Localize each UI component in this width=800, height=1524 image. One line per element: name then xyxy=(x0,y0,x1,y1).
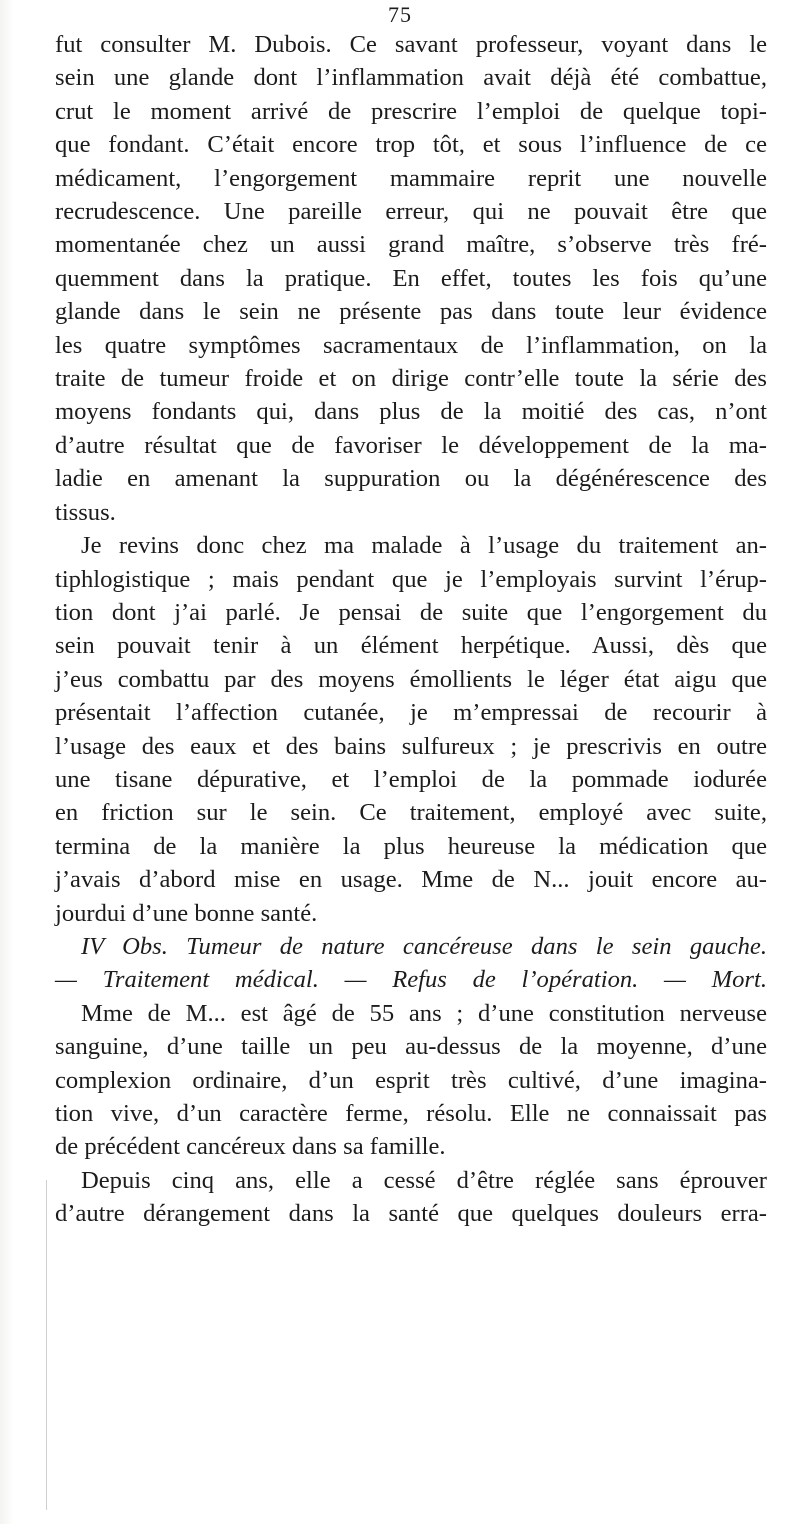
text-line: complexion ordinaire, d’un esprit très cultivé, d’une imagina- xyxy=(55,1066,767,1094)
text-line: jourdui d’une bonne santé. xyxy=(55,899,318,927)
text-line: sanguine, d’une taille un peu au-dessus de la moyenne, d’une xyxy=(55,1033,767,1061)
text-line: que fondant. C’était encore trop tôt, et sous l’influence de ce xyxy=(55,131,767,159)
text-line: les quatre symptômes sacramentaux de l’inflammation, on la xyxy=(55,331,767,359)
page-edge-shadow xyxy=(46,1180,47,1510)
body-text xyxy=(55,28,767,1231)
text-line: fut consulter M. Dubois. Ce savant professeur, voyant dans le xyxy=(55,31,767,58)
paragraph-4 xyxy=(55,1164,767,1231)
text-line: tion dont j’ai parlé. Je pensai de suite que l’engorgement du xyxy=(55,598,767,626)
text-line: traite de tumeur froide et on dirige contr’elle toute la série des xyxy=(55,365,767,393)
text-line: ladie en amenant la suppuration ou la dégénérescence des xyxy=(55,465,767,493)
text-line: Je revins donc chez ma malade à l’usage du traitement an- xyxy=(81,532,767,560)
text-line: présentait l’affection cutanée, je m’empressai de recourir à xyxy=(55,699,767,727)
text-line: momentanée chez un aussi grand maître, s’observe très fré- xyxy=(55,231,767,259)
text-line: en friction sur le sein. Ce traitement, employé avec suite, xyxy=(55,799,767,827)
text-line: tiphlogistique ; mais pendant que je l’employais survint l’érup- xyxy=(55,565,767,593)
text-line: d’autre dérangement dans la santé que quelques douleurs erra- xyxy=(55,1200,767,1228)
text-line: quemment dans la pratique. En effet, toutes les fois qu’une xyxy=(55,264,767,292)
text-line: de précédent cancéreux dans sa famille. xyxy=(55,1133,446,1161)
text-line: Depuis cinq ans, elle a cessé d’être réglée sans éprouver xyxy=(81,1166,767,1194)
page-number: 75 xyxy=(388,2,412,27)
text-line: médicament, l’engorgement mammaire reprit une nouvelle xyxy=(55,164,767,192)
paragraph-1 xyxy=(55,28,767,529)
text-line: moyens fondants qui, dans plus de la moitié des cas, n’ont xyxy=(55,398,767,426)
text-line: Mme de M... est âgé de 55 ans ; d’une constitution nerveuse xyxy=(81,999,767,1027)
paragraph-2 xyxy=(55,529,767,930)
text-line: j’avais d’abord mise en usage. Mme de N... jouit encore au- xyxy=(55,866,767,894)
observation-heading xyxy=(55,930,767,997)
text-line: glande dans le sein ne présente pas dans toute leur évidence xyxy=(55,298,767,326)
text-line: d’autre résultat que de favoriser le développement de la ma- xyxy=(55,431,767,459)
text-line: tion vive, d’un caractère ferme, résolu. Elle ne connaissait pas xyxy=(55,1100,767,1127)
text-line: crut le moment arrivé de prescrire l’emploi de quelque topi- xyxy=(55,97,767,125)
heading-line: IV Obs. Tumeur de nature cancéreuse dans le sein gauche. xyxy=(81,932,767,960)
text-line: tissus. xyxy=(55,498,116,526)
paragraph-3 xyxy=(55,997,767,1164)
heading-line: — Traitement médical. — Refus de l’opération. — Mort. xyxy=(55,966,767,994)
text-line: sein une glande dont l’inflammation avait déjà été combattue, xyxy=(55,64,767,92)
text-line: l’usage des eaux et des bains sulfureux ; je prescrivis en outre xyxy=(55,732,767,760)
text-line: sein pouvait tenir à un élément herpétique. Aussi, dès que xyxy=(55,632,767,660)
text-line: termina de la manière la plus heureuse la médication que xyxy=(55,832,767,860)
text-line: recrudescence. Une pareille erreur, qui ne pouvait être que xyxy=(55,198,767,226)
text-line: une tisane dépurative, et l’emploi de la pommade iodurée xyxy=(55,765,767,793)
text-line: j’eus combattu par des moyens émollients le léger état aigu que xyxy=(55,665,767,693)
